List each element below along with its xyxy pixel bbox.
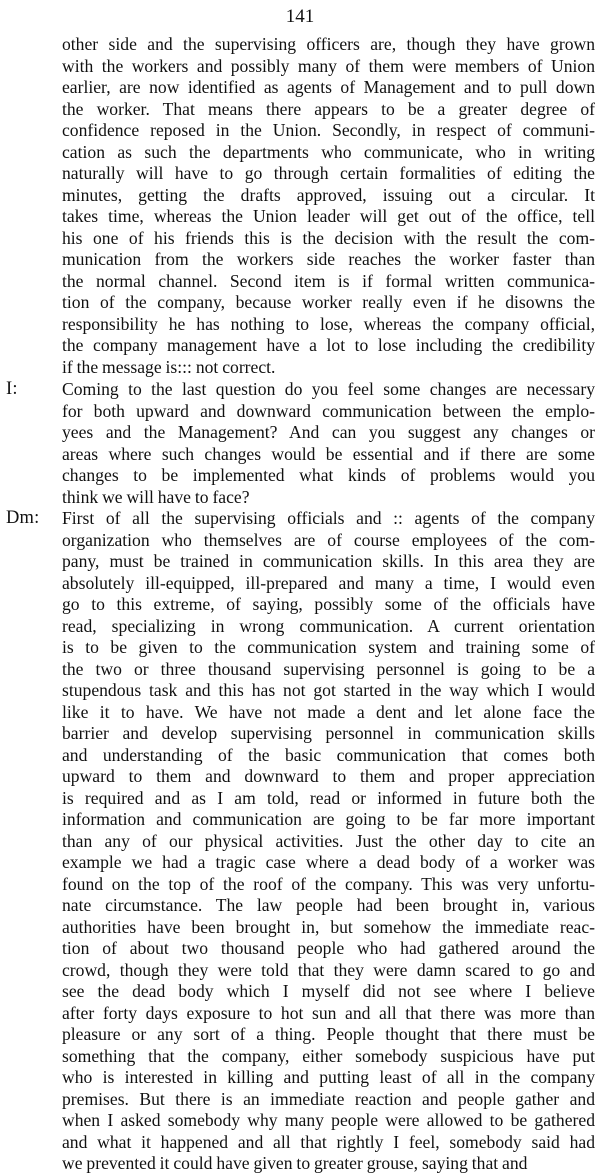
text-line: like it to have. We have not made a dent and let alone face the — [62, 701, 595, 722]
text-line: after forty days exposure to hot sun and all that there was more than — [62, 1002, 595, 1023]
text-line: naturally will have to go through certain formalities of editing the — [62, 163, 595, 183]
text-line: pleasure or any sort of a thing. People thought that there must be — [62, 1024, 595, 1044]
text-line: organization who themselves are of course employees of the com- — [62, 529, 595, 550]
text-line: munication from the workers side reaches the worker faster than — [62, 249, 595, 269]
text-line: and understanding of the basic communication that comes both — [62, 744, 595, 765]
text-line: minutes, getting the drafts approved, issuing out a circular. It — [62, 184, 595, 205]
text-line: Coming to the last question do you feel some changes are necessary — [62, 379, 595, 399]
text-line: earlier, are now identified as agents of Management and to pull down — [62, 77, 595, 97]
text-line: go to this extreme, of saying, possibly some of the officials have — [62, 594, 595, 614]
text-line: tion of the company, because worker really even if he disowns the — [62, 292, 595, 312]
text-line: barrier and develop supervising personnel in communication skills — [62, 723, 595, 743]
text-line: his one of his friends this is the decision with the result the com- — [62, 227, 595, 248]
text-line: responsibility he has nothing to lose, whereas the company official, — [62, 313, 595, 334]
text-line: think we will have to face? — [62, 486, 250, 507]
paragraph-text — [62, 34, 595, 378]
speaker-label-interviewer: I: — [6, 379, 18, 399]
text-line: tion of about two thousand people who had gathered around the — [62, 938, 595, 958]
text-line: First of all the supervising officials and :: agents of the company — [62, 508, 595, 528]
text-line: and what it happened and all that rightly I feel, somebody said had — [62, 1131, 595, 1152]
page-number: 141 — [285, 6, 315, 27]
text-line: absolutely ill-equipped, ill-prepared and many a time, I would even — [62, 572, 595, 593]
text-line: information and communication are going to be far more important — [62, 809, 595, 829]
text-line: read, specializing in wrong communication. A current orientation — [62, 615, 595, 636]
text-line: yees and the Management? And can you suggest any changes or — [62, 422, 595, 442]
text-line: the worker. That means there appears to be a greater degree of — [62, 98, 595, 119]
text-line: found on the top of the roof of the company. This was very unfortu- — [62, 873, 595, 894]
text-line: example we had a tragic case where a dead body of a worker was — [62, 852, 595, 872]
text-line: the normal channel. Second item is if formal written communica- — [62, 270, 595, 291]
text-line: is to be given to the communication system and training some of — [62, 637, 595, 657]
text-line: who is interested in killing and putting least of all in the company — [62, 1067, 595, 1087]
text-line: with the workers and possibly many of them were members of Union — [62, 55, 595, 76]
text-line: is required and as I am told, read or informed in future both the — [62, 787, 595, 808]
text-line: the company management have a lot to lose including the credibility — [62, 335, 595, 355]
paragraph-text — [62, 379, 595, 508]
text-line: nate circumstance. The law people had been brought in, various — [62, 895, 595, 915]
text-line: areas where such changes would be essential and if there are some — [62, 443, 595, 464]
text-line: changes to be implemented what kinds of problems would you — [62, 465, 595, 485]
text-line: see the dead body which I myself did not see where I believe — [62, 981, 595, 1001]
text-line: pany, must be trained in communication skills. In this area they are — [62, 551, 595, 571]
text-line: authorities have been brought in, but somehow the immediate reac- — [62, 916, 595, 937]
text-line: we prevented it could have given to greater grouse, saying that and — [62, 1153, 528, 1173]
text-line: takes time, whereas the Union leader will get out of the office, tell — [62, 206, 595, 226]
text-line: for both upward and downward communication between the emplo- — [62, 400, 595, 421]
text-line: premises. But there is an immediate reaction and people gather and — [62, 1088, 595, 1109]
text-line: confidence reposed in the Union. Secondly, in respect of communi- — [62, 120, 595, 140]
text-line: if the message is::: not correct. — [62, 356, 276, 377]
paragraph-text — [62, 508, 595, 1175]
text-line: other side and the supervising officers are, though they have grown — [62, 34, 595, 54]
text-line: the two or three thousand supervising personnel is going to be a — [62, 658, 595, 679]
text-line: than any of our physical activities. Just the other day to cite an — [62, 830, 595, 851]
text-line: cation as such the departments who communicate, who in writing — [62, 141, 595, 162]
text-line: stupendous task and this has not got started in the way which I would — [62, 680, 595, 700]
text-line: something that the company, either somebody suspicious have put — [62, 1045, 595, 1066]
text-line: crowd, though they were told that they were damn scared to go and — [62, 959, 595, 980]
text-line: upward to them and downward to them and proper appreciation — [62, 766, 595, 786]
text-line: when I asked somebody why many people were allowed to be gathered — [62, 1110, 595, 1130]
speaker-label-respondent: Dm: — [6, 508, 40, 528]
